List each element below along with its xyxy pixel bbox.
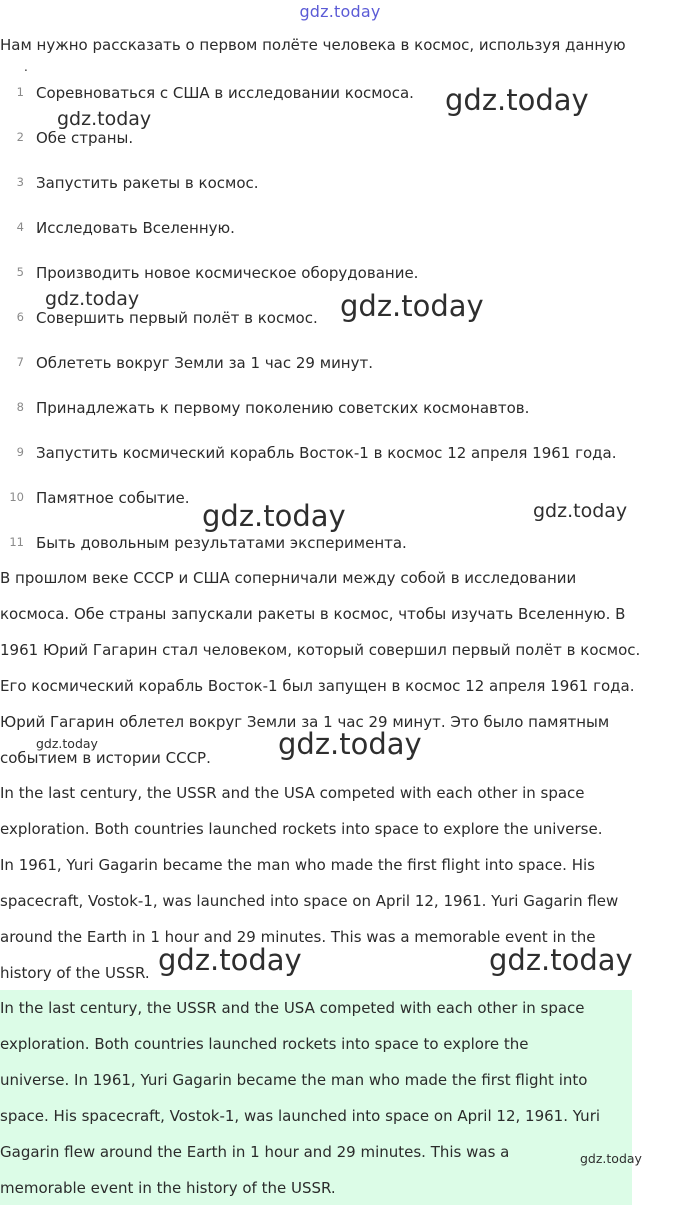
- watermark: gdz.today: [580, 1151, 642, 1166]
- paragraph-line: exploration. Both countries launched rockets into space to explore the: [0, 1035, 529, 1053]
- paragraph-line: In the last century, the USSR and the USA competed with each other in space: [0, 999, 585, 1017]
- list-item-text: Памятное событие.: [36, 489, 190, 507]
- watermark: gdz.today: [278, 727, 422, 761]
- paragraph-line: Его космический корабль Восток-1 был запущен в космос 12 апреля 1961 года.: [0, 677, 635, 695]
- list-item-text: Быть довольным результатами эксперимента.: [36, 534, 407, 552]
- list-item-number: 11: [9, 535, 24, 549]
- answer-paragraph: [0, 990, 600, 1206]
- list-item-number: 7: [16, 355, 24, 369]
- paragraph-line: around the Earth in 1 hour and 29 minutes. This was a memorable event in the: [0, 928, 596, 946]
- list-item-number: 10: [9, 490, 24, 504]
- list-item-text: Исследовать Вселенную.: [36, 219, 235, 237]
- paragraph-line: spacecraft, Vostok-1, was launched into space on April 12, 1961. Yuri Gagarin flew: [0, 892, 619, 910]
- list-item-number: 1: [16, 85, 24, 99]
- paragraph-line: exploration. Both countries launched rockets into space to explore the universe.: [0, 820, 603, 838]
- list-item-text: Облететь вокруг Земли за 1 час 29 минут.: [36, 354, 374, 372]
- paragraph-line: Gagarin flew around the Earth in 1 hour and 29 minutes. This was a: [0, 1143, 510, 1161]
- intro-text: Нам нужно рассказать о первом полёте человека в космос, используя данную: [0, 36, 626, 54]
- paragraph-line: history of the USSR.: [0, 964, 150, 982]
- paragraph-line: 1961 Юрий Гагарин стал человеком, который совершил первый полёт в космос.: [0, 641, 641, 659]
- paragraph-line: событием в истории СССР.: [0, 749, 211, 767]
- intro-dot: .: [24, 60, 28, 74]
- watermark: gdz.today: [202, 499, 346, 533]
- list-item-text: Производить новое космическое оборудование.: [36, 264, 419, 282]
- list-item-text: Принадлежать к первому поколению советских космонавтов.: [36, 399, 530, 417]
- paragraph-line: In 1961, Yuri Gagarin became the man who made the first flight into space. His: [0, 856, 595, 874]
- watermark: gdz.today: [445, 83, 589, 117]
- paragraph-line: Юрий Гагарин облетел вокруг Земли за 1 час 29 минут. Это было памятным: [0, 713, 610, 731]
- paragraph-line: universe. In 1961, Yuri Gagarin became the man who made the first flight into: [0, 1071, 588, 1089]
- list-item-number: 8: [16, 400, 24, 414]
- list-item-number: 4: [16, 220, 24, 234]
- watermark: gdz.today: [45, 288, 140, 310]
- list-item-text: Соревноваться с США в исследовании космоса.: [36, 84, 414, 102]
- list-item-text: Обе страны.: [36, 129, 134, 147]
- watermark: gdz.today: [533, 500, 628, 522]
- watermark: gdz.today: [57, 108, 152, 130]
- watermark: gdz.today: [158, 943, 302, 977]
- list-item-text: Запустить космический корабль Восток-1 в космос 12 апреля 1961 года.: [36, 444, 617, 462]
- watermark: gdz.today: [36, 736, 98, 751]
- site-watermark-header: gdz.today: [299, 2, 381, 21]
- paragraph-line: In the last century, the USSR and the USA competed with each other in space: [0, 784, 585, 802]
- list-item-number: 5: [16, 265, 24, 279]
- list-item-number: 3: [16, 175, 24, 189]
- watermark: gdz.today: [340, 289, 484, 323]
- list-item-number: 2: [16, 130, 24, 144]
- answer-highlight-block: [0, 990, 632, 1205]
- list-item-number: 6: [16, 310, 24, 324]
- list-item-number: 9: [16, 445, 24, 459]
- list-item-text: Запустить ракеты в космос.: [36, 174, 259, 192]
- paragraph-line: космоса. Обе страны запускали ракеты в космос, чтобы изучать Вселенную. В: [0, 605, 626, 623]
- watermark: gdz.today: [489, 943, 633, 977]
- paragraph-line: space. His spacecraft, Vostok-1, was launched into space on April 12, 1961. Yuri: [0, 1107, 601, 1125]
- paragraph-line: В прошлом веке СССР и США соперничали между собой в исследовании: [0, 569, 577, 587]
- paragraph-line: memorable event in the history of the USSR.: [0, 1179, 336, 1197]
- list-item-text: Совершить первый полёт в космос.: [36, 309, 318, 327]
